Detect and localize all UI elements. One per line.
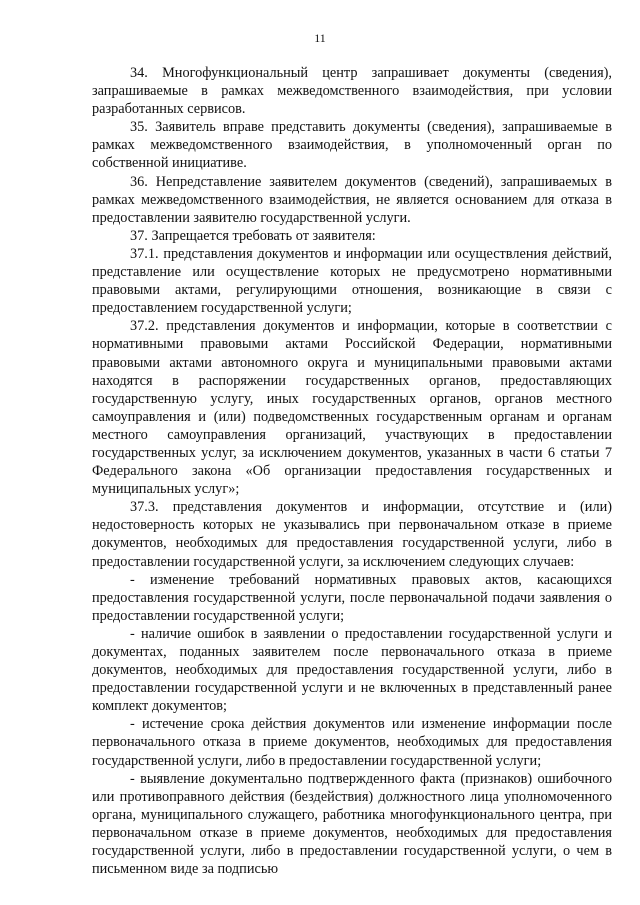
paragraph-34: 34. Многофункциональный центр запрашивает документы (сведения), запрашиваемые в рамках межведомственного взаимодействия, при условии разработанных сервисов. [92,65,612,118]
list-item-documents-expiry: - истечение срока действия документов или изменение информации после первоначального отказа в приеме документов, необходимых для предоставления государственной услуги, либо в предоставлении государственной услуги; [92,716,612,769]
paragraph-37-2: 37.2. представления документов и информации, которые в соответствии с нормативными правовыми актами Российской Федерации, нормативными правовыми актами автономного округа и муниципальными правовыми актами находятся в распоряжении государственных органов, предоставляющих государственную услугу, иных государственных органов, органов местного самоуправления и (или) подведомственных государственным органам и органам местного самоуправления организаций, участвующих в предоставлении государственных услуг, за исключением документов, указанных в части 6 статьи 7 Федерального закона «Об организации предоставления государственных и муниципальных услуг»; [92,318,612,498]
page-number: 11 [314,31,326,45]
paragraph-36: 36. Непредставление заявителем документов (сведений), запрашиваемых в рамках межведомственного взаимодействия, не является основанием для отказа в предоставлении заявителю государственной услуги. [92,173,612,226]
list-item-requirements-change: - изменение требований нормативных правовых актов, касающихся предоставления государственной услуги, после первоначальной подачи заявления о предоставлении государственной услуги; [92,571,612,624]
document-body [92,64,612,878]
paragraph-37-1: 37.1. представления документов и информации или осуществления действий, представление или осуществление которых не предусмотрено нормативными правовыми актами, регулирующими отношения, возникающие в связи с предоставлением государственной услуги; [92,245,612,317]
paragraph-37: 37. Запрещается требовать от заявителя: [130,227,376,244]
list-item-erroneous-action: - выявление документально подтвержденного факта (признаков) ошибочного или противоправного действия (бездействия) должностного лица уполномоченного органа, муниципального служащего, работника многофункционального центра, при первоначальном отказе в приеме документов, необходимых для предоставления государственной услуги, либо в предоставлении государственной услуги, о чем в письменном виде за подписью [92,770,612,878]
paragraph-37-3: 37.3. представления документов и информации, отсутствие и (или) недостоверность которых не указывались при первоначальном отказе в приеме документов, необходимых для предоставления государственной услуги, либо в предоставлении государственной услуги, за исключением следующих случаев: [92,499,612,570]
list-item-errors-in-application: - наличие ошибок в заявлении о предоставлении государственной услуги и документах, поданных заявителем после первоначального отказа в приеме документов, необходимых для предоставления государственной услуги, либо в предоставлении государственной услуги и не включенных в представленный ранее комплект документов; [92,625,612,715]
paragraph-35: 35. Заявитель вправе представить документы (сведения), запрашиваемые в рамках межведомственного взаимодействия, в уполномоченный орган по собственной инициативе. [92,119,612,172]
